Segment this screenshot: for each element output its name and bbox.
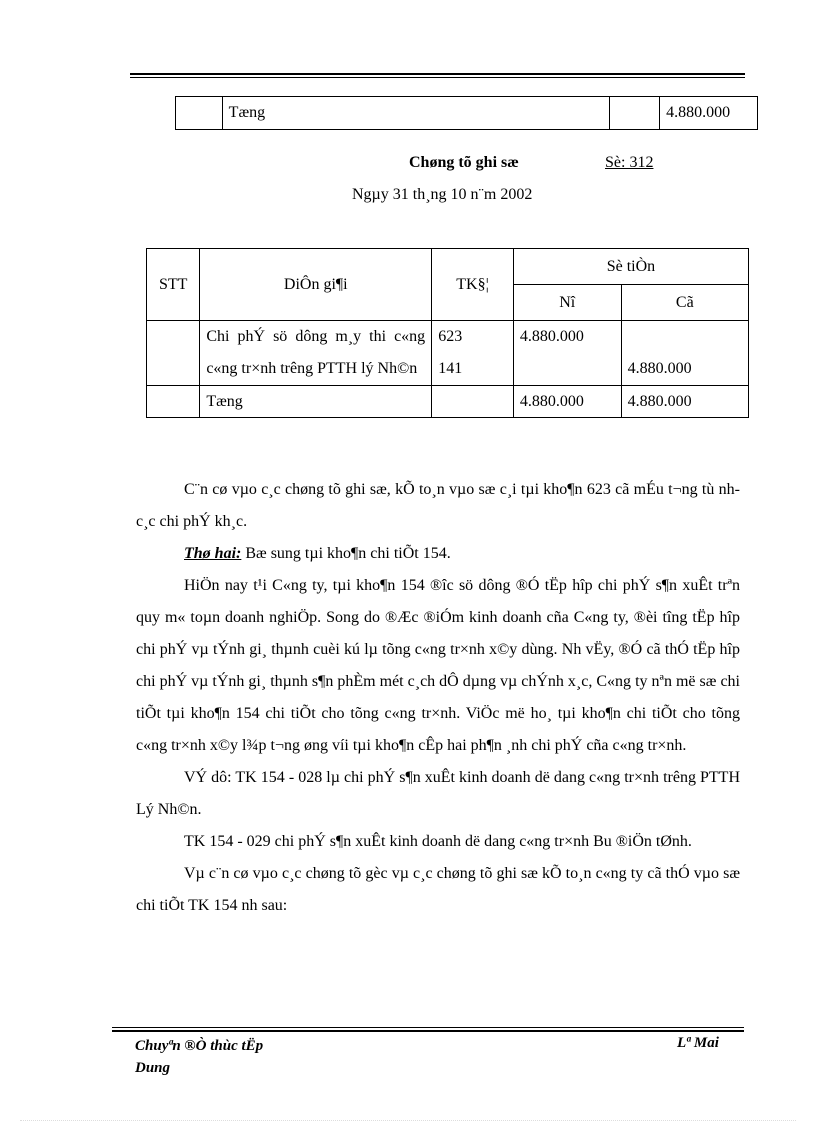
section-label: Thø hai: <box>184 545 242 562</box>
row-account-debit: 623 <box>438 328 463 345</box>
footer-author-part: Dung <box>135 1060 171 1076</box>
row-account-credit: 141 <box>438 360 463 377</box>
paragraph: VÝ dô: TK 154 - 028 lµ chi phÝ s¶n xuÊt kinh doanh dë dang c«ng tr×nh trêng PTTH Lý Nh©n. <box>136 769 740 818</box>
total-amount: 4.880.000 <box>660 97 758 130</box>
col-stt: STT <box>147 249 200 321</box>
paragraph: TK 154 - 029 chi phÝ s¶n xuÊt kinh doanh dë dang c«ng tr×nh Bu ®iÖn tØnh. <box>184 833 692 850</box>
table-total-row <box>147 386 749 418</box>
footer-rule-thin <box>112 1027 744 1028</box>
col-amount-group: Sè tiÒn <box>513 249 748 285</box>
table-row <box>147 321 749 386</box>
body-text <box>136 474 740 922</box>
page-edge-divider <box>20 1120 796 1121</box>
paragraph: C¨n cø vµo c¸c chøng tõ ghi sæ, kÕ to¸n vµo sæ c¸i tµi kho¶n 623 cã mÉu t¬ng tù nh c¸c chi phÝ kh¸c. <box>136 481 740 530</box>
table-header-row <box>147 249 749 285</box>
col-debit: Nî <box>513 285 621 321</box>
header-rule-thin <box>130 77 745 78</box>
col-description: DiÔn gi¶i <box>200 249 432 321</box>
col-credit: Cã <box>621 285 748 321</box>
footer-title: Chuyªn ®Ò thùc tËp <box>135 1038 264 1054</box>
footer-left <box>135 1035 263 1079</box>
voucher-date: Ngµy 31 th¸ng 10 n¨m 2002 <box>352 186 533 203</box>
voucher-title: Chøng tõ ghi sæ <box>409 154 519 171</box>
paragraph: Vµ c¨n cø vµo c¸c chøng tõ gèc vµ c¸c chøng tõ ghi sæ kÕ to¸n c«ng ty cã thÓ vµo sæ chi tiÕt TK 154 nh sau: <box>136 865 740 914</box>
footer-author: Lª Mai <box>677 1035 719 1051</box>
row-description: Chi phÝ sö dông m¸y thi c«ng c«ng tr×nh trêng PTTH lý Nh©n <box>200 321 432 386</box>
voucher-number: Sè: 312 <box>605 154 654 171</box>
total-label: Tæng <box>222 97 609 130</box>
header-rule <box>130 73 745 75</box>
footer-rule <box>112 1030 744 1032</box>
total-row-label: Tæng <box>200 386 432 418</box>
total-row-debit: 4.880.000 <box>513 386 621 418</box>
row-debit-amount: 4.880.000 <box>519 328 584 345</box>
paragraph: Thø hai: Bæ sung tµi kho¶n chi tiÕt 154. <box>184 545 451 562</box>
col-account: TK§¦ <box>432 249 514 321</box>
total-row-credit: 4.880.000 <box>621 386 748 418</box>
table-row <box>176 97 758 130</box>
row-credit-amount: 4.880.000 <box>627 360 692 377</box>
voucher-table <box>146 248 749 418</box>
previous-voucher-total-table <box>175 96 758 130</box>
paragraph: HiÖn nay t¹i C«ng ty, tµi kho¶n 154 ®îc sö dông ®Ó tËp hîp chi phÝ s¶n xuÊt trªn quy m« toµn doanh nghiÖp. Song do ®Æc ®iÓm kinh doanh cña C«ng ty, ®èi tîng tËp hîp chi phÝ vµ tÝnh gi¸ thµnh cuèi kú lµ tõng c«ng tr×nh x©y dùng. Nh vËy, ®Ó cã thÓ tËp hîp chi phÝ vµ tÝnh gi¸ thµnh s¶n phÈm mét c¸ch dÔ dµng vµ chÝnh x¸c, C«ng ty nªn më sæ chi tiÕt tµi kho¶n 154 chi tiÕt cho tõng c«ng tr×nh. ViÖc më ho¸ tµi kho¶n chi tiÕt cho tõng c«ng tr×nh x©y l¾p t¬ng øng víi tµi kho¶n cÊp hai ph¶n ¸nh chi phÝ cña c«ng tr×nh. <box>136 577 740 754</box>
